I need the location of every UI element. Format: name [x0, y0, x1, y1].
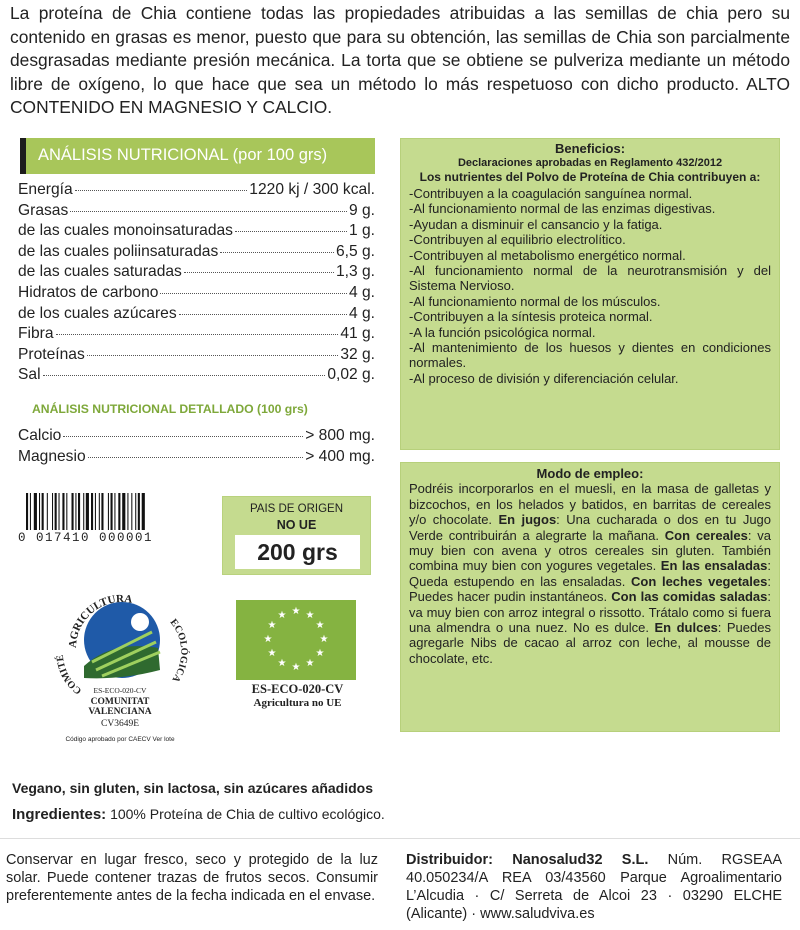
caecv-note: Código aprobado por CAECV Ver lote — [65, 736, 175, 743]
mineral-row — [18, 427, 375, 448]
dot-leader — [184, 272, 334, 273]
nutrient-value: 6,5 g. — [335, 242, 375, 260]
dot-leader — [235, 231, 347, 232]
svg-text:★: ★ — [263, 634, 273, 645]
dot-leader — [43, 375, 326, 376]
nutrient-label: Sal — [18, 366, 41, 384]
nutrient-label: Hidratos de carbono — [18, 283, 159, 301]
nutrition-header: ANÁLISIS NUTRICIONAL (por 100 grs) — [20, 138, 375, 174]
nutrient-row — [18, 263, 375, 284]
nutrient-label: de los cuales azúcares — [18, 304, 177, 322]
dot-leader — [88, 457, 304, 458]
svg-text:★: ★ — [305, 610, 315, 621]
logo-arc-top-text: AGRICULTURA — [66, 592, 134, 649]
nutrient-value: 1 g. — [348, 222, 375, 240]
benefits-box — [400, 138, 780, 450]
benefit-item: -Contribuyen al equilibrio electrolítico. — [409, 232, 626, 248]
svg-text:★: ★ — [277, 658, 287, 669]
benefit-item: -Al funcionamiento normal de las enzimas digestivas. — [409, 201, 716, 217]
nutrient-value: 32 g. — [340, 345, 375, 363]
usage-text: Podréis incorporarlos en el muesli, en la masa de galletas y bizcochos, en los helados y batidos, en barritas de cereales y/o chocolate. En jugos: Una cucharada o dos en tu Jugo Verde contribuirán a alegrarte la mañana. Con cereales: va muy bien con avena y otros cereales sin gluten. También combina muy bien con yogures vegetales. En las ensaladas: Queda estupendo en las ensaladas. Con leches vegetales: Puedes hacer pudin instantáneos. Con las comidas saladas: va muy bien con arroz integral o rissotto. Trátalo como si fuera una almendra o una nuez. No es dulce. En dulces: Puedes agregarle Nibs de cacao al arroz con leche, al mousse de chocolate, etc. — [409, 481, 772, 666]
caecv-region: COMUNITAT VALENCIANA — [88, 697, 152, 717]
svg-text:★: ★ — [291, 662, 301, 673]
nutrient-label: de las cuales poliinsaturadas — [18, 242, 219, 260]
mineral-row — [18, 448, 375, 469]
origin-label: PAIS DE ORIGEN — [249, 503, 344, 515]
ingredients: Ingredientes: 100% Proteína de Chia de cultivo ecológico. — [12, 806, 385, 823]
dot-leader — [160, 293, 347, 294]
nutrient-label: Grasas — [18, 201, 69, 219]
nutrient-label: de las cuales saturadas — [18, 263, 182, 281]
usage-box — [400, 462, 780, 732]
nutrient-row — [18, 284, 375, 305]
benefit-item: -Contribuyen a la síntesis proteica normal. — [409, 309, 653, 325]
barcode — [26, 493, 184, 530]
dot-leader — [70, 211, 347, 212]
nutrient-value: 0,02 g. — [327, 366, 375, 384]
benefits-header: Los nutrientes del Polvo de Proteína de Chia contribuyen a: — [419, 170, 761, 184]
nutrition-table — [18, 181, 375, 387]
nutrient-value: 41 g. — [340, 325, 375, 343]
mineral-value: > 800 mg. — [305, 427, 375, 444]
benefits-list — [409, 186, 771, 386]
svg-text:ECOLÓGICA — [168, 617, 191, 685]
eu-agriculture-origin: Agricultura no UE — [253, 697, 342, 709]
nutrient-row — [18, 366, 375, 387]
dot-leader — [220, 252, 334, 253]
mineral-value: > 400 mg. — [305, 447, 375, 465]
logo-arc-left-text: COMITÉ — [54, 654, 84, 697]
nutrient-value: 4 g. — [348, 283, 375, 301]
svg-text:★: ★ — [315, 648, 325, 659]
logo-arc-right-text: ECOLÓGICA — [167, 617, 190, 685]
nutrient-label: Fibra — [18, 325, 54, 343]
caecv-certificate: CV3649E — [101, 719, 139, 729]
nutrient-label: Proteínas — [18, 345, 85, 363]
caecv-organic-logo — [52, 570, 192, 760]
origin-value: NO UE — [276, 518, 317, 532]
nutrient-row — [18, 222, 375, 243]
eu-organic-leaf-icon — [236, 600, 356, 680]
detailed-analysis-title: ANÁLISIS NUTRICIONAL DETALLADO (100 grs) — [32, 402, 308, 416]
mineral-table — [18, 427, 375, 468]
nutrient-value: 9 g. — [348, 201, 375, 219]
mineral-label: Calcio — [18, 427, 62, 444]
benefit-item: -Al mantenimiento de los huesos y dientes en condiciones normales. — [409, 340, 771, 371]
nutrient-row — [18, 202, 375, 223]
benefit-item: -A la función psicológica normal. — [409, 324, 596, 340]
dot-leader — [87, 355, 339, 356]
storage-instructions: Conservar en lugar fresco, seco y protegido de la luz solar. Puede contener trazas de frutos secos. Consumir preferentemente antes de la fecha indicada en el envase. — [6, 852, 378, 904]
svg-text:★: ★ — [267, 620, 277, 631]
svg-text:★: ★ — [319, 634, 329, 645]
eu-organic-code: ES-ECO-020-CV — [251, 682, 344, 696]
benefit-item: -Al funcionamiento normal de la neurotransmisión y del Sistema Nervioso. — [409, 263, 771, 294]
dot-leader — [63, 436, 303, 437]
caecv-code: ES-ECO-020-CV — [93, 686, 147, 695]
svg-text:★: ★ — [315, 620, 325, 631]
nutrient-row — [18, 346, 375, 367]
dot-leader — [75, 190, 248, 191]
nutrient-value: 4 g. — [348, 304, 375, 322]
nutrient-value: 1,3 g. — [335, 263, 375, 281]
nutrient-value: 1220 kj / 300 kcal. — [249, 181, 375, 198]
nutrient-row — [18, 325, 375, 346]
svg-text:★: ★ — [305, 658, 315, 669]
divider — [0, 838, 800, 839]
svg-text:★: ★ — [277, 610, 287, 621]
benefits-title: Beneficios: — [554, 141, 626, 156]
svg-text:★: ★ — [267, 648, 277, 659]
nutrient-label: de las cuales monoinsaturadas — [18, 222, 233, 240]
benefit-item: -Contribuyen a la coagulación sanguínea normal. — [409, 186, 693, 201]
benefit-item: -Contribuyen al metabolismo energético normal. — [409, 247, 686, 263]
dot-leader — [56, 334, 339, 335]
distributor-info: Distribuidor: Nanosalud32 S.L. Núm. RGSEAA 40.050234/A REA 03/43560 Parque Agroalimentario L’Alcudia · C/ Serreta de Alcoi 23 · 03290 ELCHE (Alicante) · www.saludviva.es — [406, 852, 782, 922]
dot-leader — [179, 314, 347, 315]
net-weight: 200 grs — [235, 535, 360, 569]
benefits-regulation: Declaraciones aprobadas en Reglamento 432/2012 — [457, 157, 723, 169]
usage-title: Modo de empleo: — [536, 466, 644, 481]
svg-text:★: ★ — [291, 606, 301, 617]
benefit-item: -Al funcionamiento normal de los músculos. — [409, 293, 661, 309]
nutrient-row — [18, 305, 375, 326]
origin-box — [222, 496, 371, 575]
benefit-item: -Ayudan a disminuir el cansancio y la fatiga. — [409, 216, 663, 232]
nutrient-row — [18, 243, 375, 264]
nutrient-row — [18, 181, 375, 202]
benefit-item: -Al proceso de división y diferenciación celular. — [409, 370, 679, 386]
nutrient-label: Energía — [18, 181, 73, 198]
intro-paragraph: La proteína de Chia contiene todas las propiedades atribuidas a las semillas de chia pero su contenido en grasas es menor, puesto que para su obtención, las semillas de Chia son parcialmente desgrasadas mediante presión mecánica. La torta que se obtiene se pulveriza mediante un método libre de oxígeno, lo que hace que sea un método lo más respetuoso con dicho producto. ALTO CONTENIDO EN MAGNESIO Y CALCIO. — [10, 3, 790, 117]
dietary-claims: Vegano, sin gluten, sin lactosa, sin azúcares añadidos — [12, 780, 373, 796]
mineral-label: Magnesio — [18, 447, 86, 465]
barcode-number: 0 017410 000001 — [18, 531, 154, 545]
